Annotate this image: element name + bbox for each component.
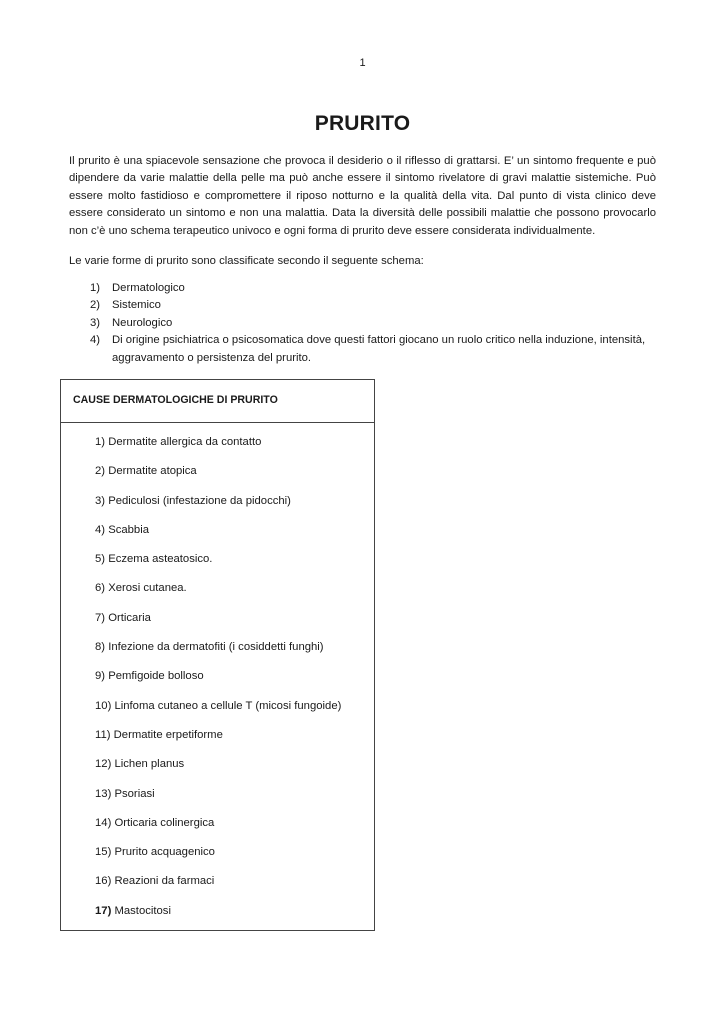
cause-text: Orticaria colinergica	[114, 816, 215, 829]
cause-number: 16)	[95, 875, 112, 888]
causes-table-header: CAUSE DERMATOLOGICHE DI PRURITO	[61, 380, 374, 423]
list-item	[90, 315, 656, 332]
table-row	[95, 611, 341, 640]
cause-text: Pemfigoide bolloso	[108, 670, 204, 683]
table-row	[95, 904, 341, 933]
cause-text: Mastocitosi	[114, 904, 171, 917]
table-row	[95, 464, 341, 493]
cause-text: Reazioni da farmaci	[114, 875, 215, 888]
table-row	[95, 845, 341, 874]
cause-number: 5)	[95, 553, 106, 566]
table-row	[95, 874, 341, 903]
table-row	[95, 699, 341, 728]
cause-text: Dermatite erpetiforme	[113, 728, 223, 741]
cause-number: 11)	[95, 728, 111, 741]
cause-number: 7)	[95, 611, 106, 624]
cause-number: 14)	[95, 816, 112, 829]
cause-number: 12)	[95, 758, 112, 771]
cause-text: Dermatite atopica	[108, 465, 197, 478]
cause-number: 9)	[95, 670, 106, 683]
list-item-number: 4)	[90, 334, 101, 347]
cause-text: Psoriasi	[114, 787, 155, 800]
cause-number: 17)	[95, 904, 112, 917]
list-item-number: 3)	[90, 316, 101, 329]
table-row	[95, 728, 341, 757]
list-item-number: 2)	[90, 299, 101, 312]
list-item	[90, 297, 656, 314]
cause-text: Linfoma cutaneo a cellule T (micosi fungoide)	[114, 699, 342, 712]
cause-number: 15)	[95, 846, 112, 859]
pruritus-forms-list	[90, 280, 656, 367]
table-row	[95, 494, 341, 523]
list-item	[90, 280, 656, 297]
cause-number: 13)	[95, 787, 112, 800]
cause-text: Scabbia	[108, 523, 150, 536]
document-title: PRURITO	[314, 112, 411, 135]
cause-number: 10)	[95, 699, 112, 712]
table-row	[95, 523, 341, 552]
cause-text: Lichen planus	[114, 758, 185, 771]
list-item-text: Dermatologico	[112, 282, 185, 294]
table-row	[95, 816, 341, 845]
cause-number: 2)	[95, 465, 106, 478]
cause-number: 8)	[95, 641, 106, 654]
cause-text: Orticaria	[108, 611, 151, 624]
cause-text: Infezione da dermatofiti (i cosiddetti funghi)	[108, 641, 324, 654]
list-item-number: 1)	[90, 282, 101, 294]
cause-number: 4)	[95, 523, 106, 536]
page-number: 1	[359, 57, 366, 69]
table-row	[95, 787, 341, 816]
cause-text: Dermatite allergica da contatto	[108, 436, 262, 448]
cause-text: Eczema asteatosico.	[108, 553, 213, 566]
cause-text: Xerosi cutanea.	[108, 582, 187, 595]
table-row	[95, 552, 341, 581]
cause-number: 1)	[95, 436, 106, 448]
table-row	[95, 435, 341, 464]
dermatological-causes-table	[60, 379, 375, 931]
causes-list	[95, 435, 341, 933]
cause-number: 3)	[95, 494, 106, 507]
cause-text: Prurito acquagenico	[114, 846, 215, 859]
list-item-text: Sistemico	[112, 299, 161, 312]
table-row	[95, 640, 341, 669]
cause-number: 6)	[95, 582, 106, 595]
list-item-text: Di origine psichiatrica o psicosomatica dove questi fattori giocano un ruolo critico nella induzione, intensità, aggravamento o persistenza del prurito.	[112, 334, 646, 364]
classification-sentence: Le varie forme di prurito sono classificate secondo il seguente schema:	[69, 255, 424, 267]
table-row	[95, 581, 341, 610]
table-row	[95, 669, 341, 698]
cause-text: Pediculosi (infestazione da pidocchi)	[108, 494, 291, 507]
list-item-text: Neurologico	[112, 316, 173, 329]
list-item	[90, 332, 656, 367]
table-row	[95, 757, 341, 786]
intro-paragraph: Il prurito è una spiacevole sensazione che provoca il desiderio o il riflesso di grattarsi. E’ un sintomo frequente e può dipendere da varie malattie della pelle ma può anche essere il sintomo rivelatore di gravi malattie sistemiche. Può essere molto fastidioso e compromettere il riposo notturno e la qualità della vita. Dal punto di vista clinico deve essere considerato un sintomo e non una malattia. Data la diversità delle possibili malattie che possono provocarlo non c’è uno schema terapeutico univoco e ogni forma di prurito deve essere considerata individualmente.	[69, 155, 656, 237]
